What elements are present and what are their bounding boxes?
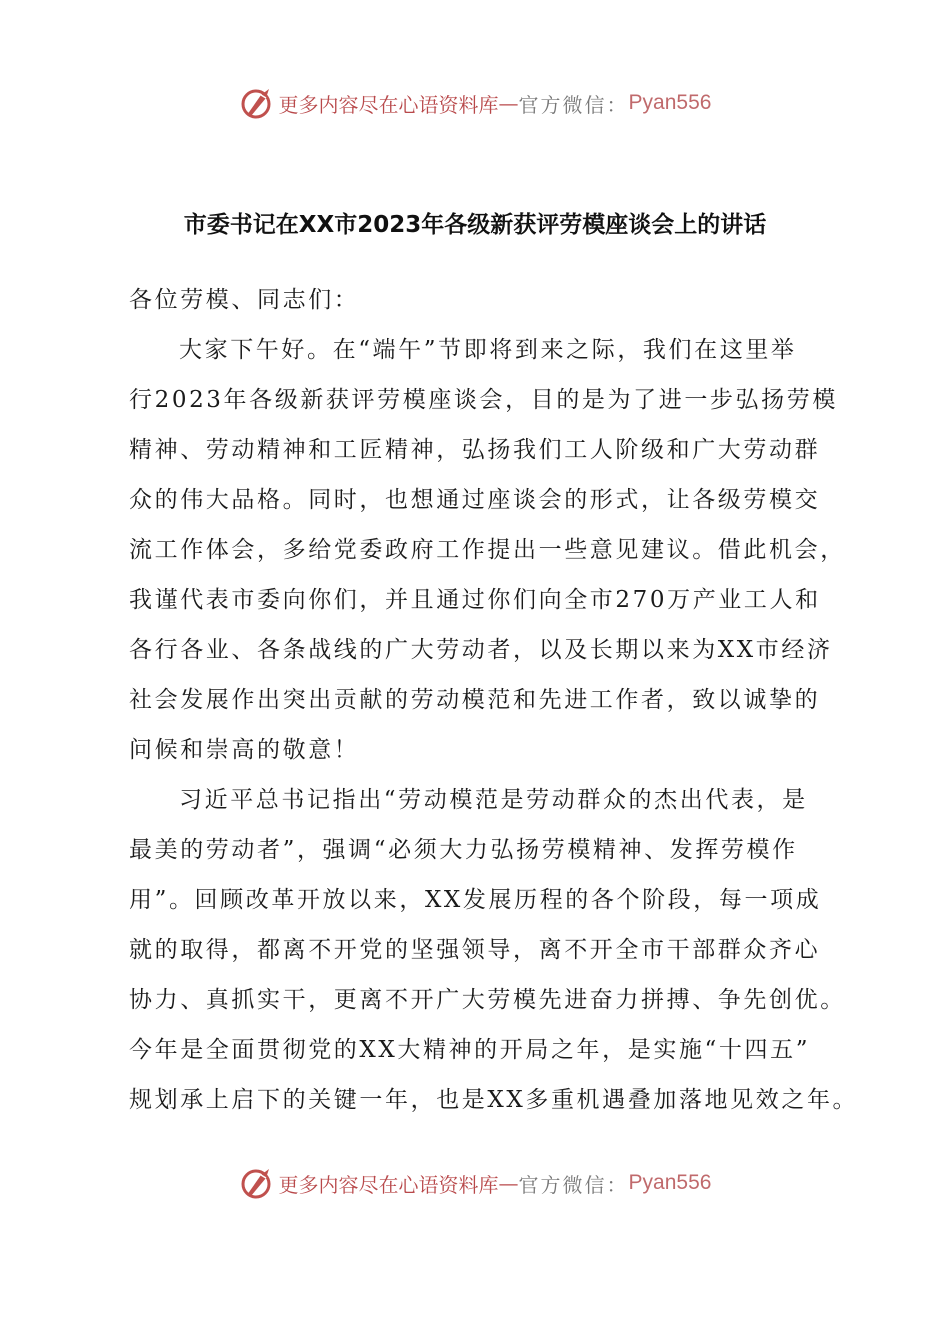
body-line: 我谨代表市委向你们，并且通过你们向全市270万产业工人和 bbox=[129, 587, 821, 613]
salutation-line: 各位劳模、同志们： bbox=[129, 287, 360, 313]
body-line: 习近平总书记指出“劳动模范是劳动群众的杰出代表，是 bbox=[179, 787, 808, 813]
body-line: 最美的劳动者”，强调“必须大力弘扬劳模精神、发挥劳模作 bbox=[129, 837, 798, 863]
body-line: 问候和崇高的敬意！ bbox=[129, 737, 360, 763]
body-line: 今年是全面贯彻党的XX大精神的开局之年，是实施“十四五” bbox=[129, 1037, 811, 1063]
body-line: 众的伟大品格。同时，也想通过座谈会的形式，让各级劳模交 bbox=[129, 487, 821, 513]
body-line: 用”。回顾改革开放以来，XX发展历程的各个阶段，每一项成 bbox=[129, 887, 822, 913]
banner-wechat-label: 官方微信： bbox=[518, 1172, 629, 1197]
banner-wechat-id: Pyan556 bbox=[628, 91, 712, 114]
pen-logo-icon bbox=[239, 85, 275, 121]
body-line: 流工作体会，多给党委政府工作提出一些意见建议。借此机会， bbox=[129, 537, 846, 563]
body-line: 大家下午好。在“端午”节即将到来之际，我们在这里举 bbox=[179, 337, 797, 363]
banner-brand-text: 更多内容尽在心语资料库 bbox=[278, 1172, 499, 1197]
body-line: 各行各业、各条战线的广大劳动者，以及长期以来为XX市经济 bbox=[129, 637, 833, 663]
body-line: 协力、真抓实干，更离不开广大劳模先进奋力拼搏、争先创优。 bbox=[129, 987, 846, 1013]
body-line: 社会发展作出突出贡献的劳动模范和先进工作者，致以诚挚的 bbox=[129, 687, 821, 713]
banner-separator: — bbox=[498, 91, 519, 115]
document-title: 市委书记在XX市2023年各级新获评劳模座谈会上的讲话 bbox=[183, 212, 767, 238]
banner-brand-text: 更多内容尽在心语资料库 bbox=[278, 92, 499, 117]
footer-watermark-banner bbox=[0, 1163, 950, 1203]
banner-wechat-id: Pyan556 bbox=[628, 1171, 712, 1194]
banner-separator: — bbox=[498, 1171, 519, 1195]
banner-wechat-label: 官方微信： bbox=[518, 92, 629, 117]
header-watermark-banner bbox=[0, 83, 950, 123]
body-line: 行2023年各级新获评劳模座谈会，目的是为了进一步弘扬劳模 bbox=[129, 387, 838, 413]
body-line: 就的取得，都离不开党的坚强领导，离不开全市干部群众齐心 bbox=[129, 937, 821, 963]
body-line: 规划承上启下的关键一年，也是XX多重机遇叠加落地见效之年。 bbox=[129, 1087, 859, 1113]
body-line: 精神、劳动精神和工匠精神，弘扬我们工人阶级和广大劳动群 bbox=[129, 437, 821, 463]
pen-logo-icon bbox=[239, 1165, 275, 1201]
document-body bbox=[129, 280, 859, 1130]
